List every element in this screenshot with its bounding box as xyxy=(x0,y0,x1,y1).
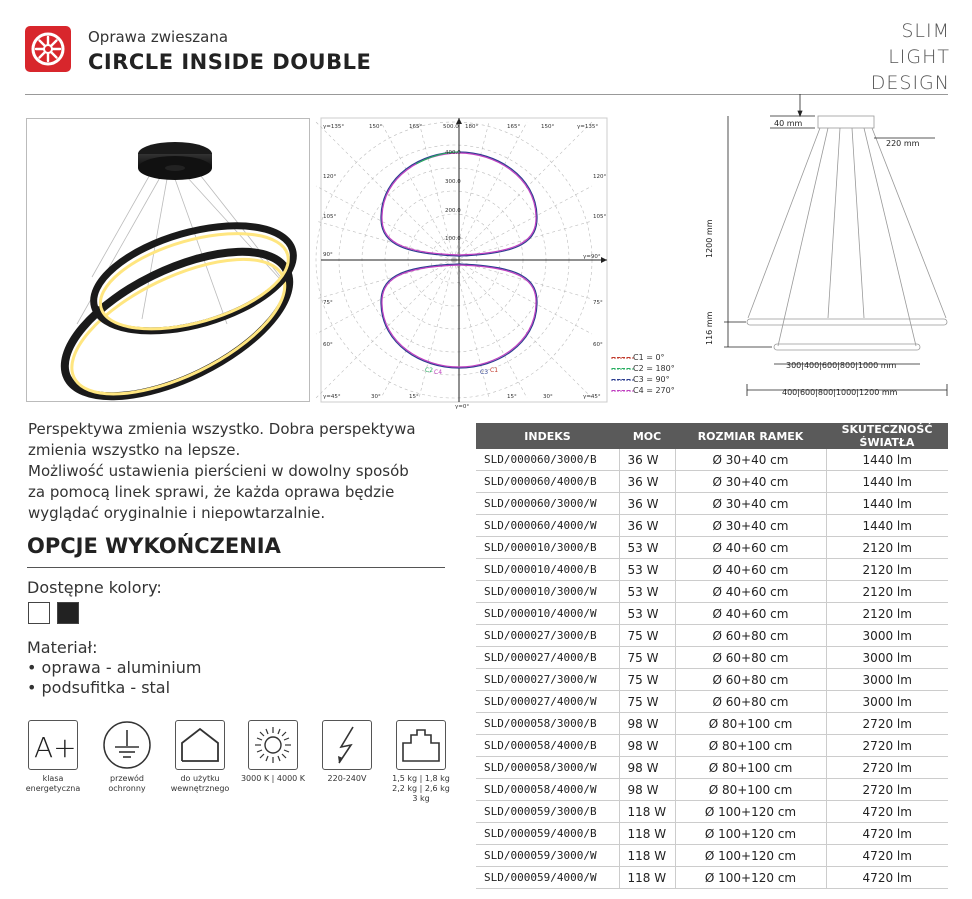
energy-class-symbol: A+ xyxy=(34,731,77,764)
material-item: • podsufitka - stal xyxy=(27,678,171,697)
cell-power: 75 W xyxy=(619,691,675,713)
curve-label-c2: C2 xyxy=(425,367,434,374)
colors-label: Dostępne kolory: xyxy=(27,578,162,597)
caption-line: 3 kg xyxy=(412,794,430,803)
cell-power: 98 W xyxy=(619,757,675,779)
table-row xyxy=(476,559,948,581)
cell-luminous-output: 2120 lm xyxy=(826,559,948,581)
cell-frame-size: Ø 30+40 cm xyxy=(675,493,826,515)
legend-item-c2 xyxy=(612,363,692,374)
cell-index: SLD/000060/4000/W xyxy=(476,515,619,537)
cell-luminous-output: 3000 lm xyxy=(826,691,948,713)
cell-luminous-output: 2720 lm xyxy=(826,713,948,735)
column-header: MOC xyxy=(619,423,675,449)
table-row xyxy=(476,515,948,537)
cell-frame-size: Ø 30+40 cm xyxy=(675,449,826,471)
cell-luminous-output: 4720 lm xyxy=(826,823,948,845)
table-row xyxy=(476,493,948,515)
cell-power: 36 W xyxy=(619,471,675,493)
caption-line: do użytku xyxy=(180,774,220,783)
cell-frame-size: Ø 60+80 cm xyxy=(675,625,826,647)
options-divider xyxy=(27,567,445,568)
table-row xyxy=(476,471,948,493)
cell-frame-size: Ø 100+120 cm xyxy=(675,801,826,823)
cell-luminous-output: 4720 lm xyxy=(826,801,948,823)
product-photo xyxy=(26,118,310,402)
icon-caption xyxy=(18,774,88,794)
cell-luminous-output: 2720 lm xyxy=(826,779,948,801)
polar-bottom-label: γ=0° xyxy=(455,404,470,410)
curve-label-c3: C3 xyxy=(480,369,489,376)
caption-line: 220-240V xyxy=(327,774,367,783)
indoor-icon xyxy=(175,720,225,770)
caption-line: 1,5 kg | 1,8 kg xyxy=(392,774,450,783)
photometric-diagram xyxy=(321,106,611,410)
cell-power: 75 W xyxy=(619,625,675,647)
cell-power: 98 W xyxy=(619,735,675,757)
cell-frame-size: Ø 80+100 cm xyxy=(675,757,826,779)
cell-frame-size: Ø 80+100 cm xyxy=(675,779,826,801)
cell-index: SLD/000060/4000/B xyxy=(476,471,619,493)
polar-right-label: γ=90° xyxy=(583,254,601,260)
polar-bottom-label: 30° xyxy=(371,394,381,400)
icon-caption xyxy=(238,774,308,784)
polar-right-label: 120° xyxy=(593,174,607,180)
cell-power: 98 W xyxy=(619,713,675,735)
cell-luminous-output: 1440 lm xyxy=(826,515,948,537)
table-row xyxy=(476,581,948,603)
options-heading: OPCJE WYKOŃCZENIA xyxy=(27,534,281,558)
cell-power: 75 W xyxy=(619,669,675,691)
cell-index: SLD/000010/3000/W xyxy=(476,581,619,603)
polar-left-label: 105° xyxy=(323,214,337,220)
polar-right-label: 105° xyxy=(593,214,607,220)
color-swatch-black xyxy=(57,602,79,624)
table-row xyxy=(476,647,948,669)
cell-frame-size: Ø 60+80 cm xyxy=(675,647,826,669)
cell-power: 53 W xyxy=(619,603,675,625)
polar-bottom-label: 30° xyxy=(543,394,553,400)
cell-power: 118 W xyxy=(619,823,675,845)
caption-line: klasa xyxy=(42,774,64,783)
cell-index: SLD/000010/3000/B xyxy=(476,537,619,559)
ring-gap-label: 116 mm xyxy=(705,311,714,345)
product-title: CIRCLE INSIDE DOUBLE xyxy=(88,50,372,74)
voltage-icon xyxy=(322,720,372,770)
cell-frame-size: Ø 40+60 cm xyxy=(675,537,826,559)
cell-frame-size: Ø 100+120 cm xyxy=(675,867,826,889)
cell-luminous-output: 3000 lm xyxy=(826,647,948,669)
legend-item-c3 xyxy=(612,374,692,385)
polar-top-label: γ=135° xyxy=(323,124,345,130)
material-item: • oprawa - aluminium xyxy=(27,658,202,677)
cell-frame-size: Ø 60+80 cm xyxy=(675,691,826,713)
sun-icon xyxy=(248,720,298,770)
icon-caption xyxy=(312,774,382,784)
polar-left-label: 60° xyxy=(323,342,333,348)
description-line: za pomocą linek sprawi, że każda oprawa będzie xyxy=(28,483,395,501)
product-category: Oprawa zwieszana xyxy=(88,28,229,46)
description-line: zmienia wszystko na lepsze. xyxy=(28,441,241,459)
table-row xyxy=(476,735,948,757)
legend-label: C1 = 0° xyxy=(633,353,665,362)
table-row xyxy=(476,625,948,647)
brand-line-1: SLIM LIGHT xyxy=(888,20,950,68)
cell-index: SLD/000027/3000/W xyxy=(476,669,619,691)
polar-radial-label: 300.0 xyxy=(445,179,461,185)
polar-left-label: 90° xyxy=(323,252,333,258)
outer-sizes-label: 400|600|800|1000|1200 mm xyxy=(782,388,898,397)
table-header-row xyxy=(476,423,948,449)
cell-power: 53 W xyxy=(619,559,675,581)
polar-radial-label: 400.0 xyxy=(445,150,461,156)
table-row xyxy=(476,669,948,691)
polar-top-label: 165° xyxy=(409,124,423,130)
legend-label: C4 = 270° xyxy=(633,386,675,395)
cell-luminous-output: 3000 lm xyxy=(826,625,948,647)
cell-power: 53 W xyxy=(619,537,675,559)
curve-label-c1: C1 xyxy=(490,367,499,374)
table-row xyxy=(476,845,948,867)
cell-power: 118 W xyxy=(619,801,675,823)
inner-sizes-label: 300|400|600|800|1000 mm xyxy=(786,361,897,370)
polar-top-label: 165° xyxy=(507,124,521,130)
canopy-height-label: 40 mm xyxy=(774,119,803,128)
description-line: Perspektywa zmienia wszystko. Dobra perspektywa xyxy=(28,420,416,438)
polar-bottom-label: 15° xyxy=(507,394,517,400)
product-description xyxy=(28,419,458,524)
cell-luminous-output: 1440 lm xyxy=(826,471,948,493)
table-row xyxy=(476,823,948,845)
polar-top-label: 150° xyxy=(541,124,555,130)
cell-frame-size: Ø 40+60 cm xyxy=(675,603,826,625)
cell-luminous-output: 4720 lm xyxy=(826,845,948,867)
table-row xyxy=(476,691,948,713)
cell-index: SLD/000058/3000/B xyxy=(476,713,619,735)
cell-index: SLD/000010/4000/B xyxy=(476,559,619,581)
polar-radial-label: 100.0 xyxy=(445,236,461,242)
canopy-width-label: 220 mm xyxy=(886,139,920,148)
polar-left-label: 120° xyxy=(323,174,337,180)
dimension-drawing xyxy=(700,88,950,400)
table-row xyxy=(476,757,948,779)
brand-line-2: DESIGN xyxy=(870,72,950,94)
cell-index: SLD/000059/4000/B xyxy=(476,823,619,845)
polar-left-label: 75° xyxy=(323,300,333,306)
cell-frame-size: Ø 60+80 cm xyxy=(675,669,826,691)
cell-frame-size: Ø 100+120 cm xyxy=(675,823,826,845)
column-header: ROZMIAR RAMEK xyxy=(675,423,826,449)
table-row xyxy=(476,867,948,889)
caption-line: wewnętrznego xyxy=(170,784,230,793)
icon-caption xyxy=(92,774,162,794)
column-header: SKUTECZNOŚĆ ŚWIATŁA xyxy=(826,423,948,449)
cell-power: 36 W xyxy=(619,493,675,515)
table-row xyxy=(476,537,948,559)
polar-legend xyxy=(612,352,692,396)
table-row xyxy=(476,713,948,735)
polar-top-label: γ=135° xyxy=(577,124,599,130)
caption-line: ochronny xyxy=(108,784,146,793)
energy-class-icon xyxy=(28,720,78,770)
icon-caption xyxy=(386,774,456,804)
legend-item-c4 xyxy=(612,385,692,396)
cell-frame-size: Ø 40+60 cm xyxy=(675,559,826,581)
cell-frame-size: Ø 100+120 cm xyxy=(675,845,826,867)
cell-luminous-output: 4720 lm xyxy=(826,867,948,889)
cell-frame-size: Ø 40+60 cm xyxy=(675,581,826,603)
cell-luminous-output: 2720 lm xyxy=(826,757,948,779)
table-row xyxy=(476,801,948,823)
cell-index: SLD/000059/3000/B xyxy=(476,801,619,823)
cell-frame-size: Ø 30+40 cm xyxy=(675,515,826,537)
table-row xyxy=(476,779,948,801)
polar-right-label: 75° xyxy=(593,300,603,306)
cell-index: SLD/000058/4000/B xyxy=(476,735,619,757)
polar-top-label: 500.0 xyxy=(443,124,459,130)
cell-power: 118 W xyxy=(619,845,675,867)
cell-luminous-output: 2720 lm xyxy=(826,735,948,757)
cell-index: SLD/000058/3000/W xyxy=(476,757,619,779)
caption-line: 3000 K | 4000 K xyxy=(240,774,306,783)
polar-right-label: 60° xyxy=(593,342,603,348)
cell-index: SLD/000010/4000/W xyxy=(476,603,619,625)
polar-radial-label: 200.0 xyxy=(445,208,461,214)
color-swatch-white xyxy=(28,602,50,624)
weight-icon xyxy=(396,720,446,770)
curve-label-c4: C4 xyxy=(434,369,443,376)
spec-table xyxy=(476,423,948,889)
cell-index: SLD/000059/4000/W xyxy=(476,867,619,889)
polar-top-label: 150° xyxy=(369,124,383,130)
polar-bottom-label: γ=45° xyxy=(323,394,341,400)
cell-frame-size: Ø 80+100 cm xyxy=(675,735,826,757)
caption-line: 2,2 kg | 2,6 kg xyxy=(392,784,450,793)
legend-label: C2 = 180° xyxy=(633,364,675,373)
cell-index: SLD/000027/3000/B xyxy=(476,625,619,647)
cell-power: 118 W xyxy=(619,867,675,889)
cell-frame-size: Ø 80+100 cm xyxy=(675,713,826,735)
cell-luminous-output: 2120 lm xyxy=(826,581,948,603)
table-row xyxy=(476,449,948,471)
table-row xyxy=(476,603,948,625)
polar-bottom-label: 15° xyxy=(409,394,419,400)
cell-luminous-output: 3000 lm xyxy=(826,669,948,691)
cell-luminous-output: 1440 lm xyxy=(826,449,948,471)
brand-wordmark xyxy=(858,18,950,96)
cell-index: SLD/000027/4000/W xyxy=(476,691,619,713)
legend-item-c1 xyxy=(612,352,692,363)
cell-power: 36 W xyxy=(619,515,675,537)
brand-logo-icon xyxy=(25,26,71,72)
caption-line: energetyczna xyxy=(25,784,81,793)
cell-index: SLD/000027/4000/B xyxy=(476,647,619,669)
cell-frame-size: Ø 30+40 cm xyxy=(675,471,826,493)
cell-power: 98 W xyxy=(619,779,675,801)
polar-top-label: 180° xyxy=(465,124,479,130)
cell-index: SLD/000060/3000/B xyxy=(476,449,619,471)
material-label: Materiał: xyxy=(27,638,98,657)
cell-index: SLD/000060/3000/W xyxy=(476,493,619,515)
icon-caption xyxy=(165,774,235,794)
cell-power: 75 W xyxy=(619,647,675,669)
description-line: wyglądać oryginalnie i niepowtarzalnie. xyxy=(28,504,326,522)
cell-power: 36 W xyxy=(619,449,675,471)
polar-bottom-label: γ=45° xyxy=(583,394,601,400)
caption-line: przewód xyxy=(109,774,144,783)
column-header: INDEKS xyxy=(476,423,619,449)
cell-luminous-output: 2120 lm xyxy=(826,537,948,559)
cell-index: SLD/000058/4000/W xyxy=(476,779,619,801)
cell-index: SLD/000059/3000/W xyxy=(476,845,619,867)
cell-luminous-output: 1440 lm xyxy=(826,493,948,515)
description-line: Możliwość ustawienia pierścieni w dowolny sposób xyxy=(28,462,409,480)
ground-icon xyxy=(102,720,152,770)
cell-luminous-output: 2120 lm xyxy=(826,603,948,625)
cell-power: 53 W xyxy=(619,581,675,603)
legend-label: C3 = 90° xyxy=(633,375,670,384)
height-label: 1200 mm xyxy=(705,219,714,258)
